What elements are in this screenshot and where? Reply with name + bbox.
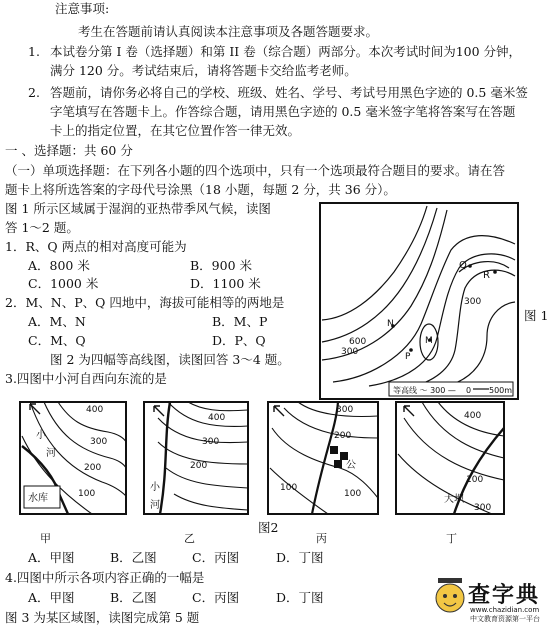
figure-1-label-600: 600 (349, 337, 367, 347)
notice-item-1-line1: 本试卷分第 I 卷（选择题）和第 II 卷（综合题）两部分。本次考试时间为100 分钟， (50, 44, 522, 59)
figure-2-panel-bing-name: 丙 (316, 532, 327, 545)
notice-item-2-line3: 卡上的指定位置，在其它位置作答一律无效。 (50, 123, 301, 138)
svg-text:小: 小 (36, 430, 46, 441)
svg-text:300: 300 (336, 405, 354, 415)
figure-1-caption: 图 1 (524, 308, 549, 323)
q1-stem: 1．R、Q 两点的相对高度可能为 (5, 239, 187, 254)
q-intro-line1: 图 1 所示区域属于湿润的亚热带季风气候，读图 (5, 201, 271, 216)
figure-1-label-p: P (405, 352, 411, 362)
svg-text:100: 100 (466, 475, 484, 485)
q3-option-c: C．丙图 (192, 550, 240, 565)
svg-text:400: 400 (86, 405, 104, 415)
svg-text:小: 小 (150, 482, 160, 493)
svg-text:水库: 水库 (28, 493, 48, 504)
svg-text:河: 河 (46, 448, 56, 459)
notice-item-2-line1: 答题前，请你务必将自己的学校、班级、姓名、学号、考试号用黑色字迹的 0.5 毫米签 (50, 85, 528, 100)
section-sub-line1: （一）单项选择题：在下列各小题的四个选项中，只有一个选项最符合题目的要求。请在答 (5, 163, 506, 178)
q3-option-d: D．丁图 (276, 550, 324, 565)
svg-text:100: 100 (344, 489, 362, 499)
figure-1-frame (320, 203, 518, 399)
svg-text:300: 300 (202, 437, 220, 447)
notice-item-1-num: 1. (28, 44, 40, 59)
fig3-intro: 图 3 为某区域图，读图完成第 5 题 (5, 610, 200, 625)
svg-text:200: 200 (334, 431, 352, 441)
q1-option-d: D．1100 米 (190, 276, 261, 291)
figure-2-panel-ding-name: 丁 (446, 532, 457, 545)
notice-item-2-num: 2. (28, 85, 40, 100)
notice-item-1-line2: 满分 120 分。考试结束后，请将答题卡交给监考老师。 (50, 63, 357, 78)
q2-option-d: D．P、Q (212, 333, 266, 348)
figure-1-label-r: R (483, 270, 490, 281)
figure-2-panel-jia-name: 甲 (40, 532, 51, 545)
figure-1-point-q (468, 264, 472, 268)
svg-text:河: 河 (150, 500, 160, 511)
watermark-url: www.chazidian.com (470, 606, 540, 614)
svg-text:大坝: 大坝 (444, 494, 464, 505)
q2-option-b: B．M、P (212, 314, 268, 329)
mascot-icon (436, 584, 464, 612)
q3-stem: 3.四图中小河自西向东流的是 (5, 371, 167, 386)
svg-text:300: 300 (474, 503, 492, 513)
q2-option-a: A．M、N (28, 314, 86, 329)
figure-1-label-n: N (387, 319, 394, 329)
figure-1-label-300-b: 300 (341, 347, 359, 357)
fig2-intro: 图 2 为四幅等高线图，读图回答 3～4 题。 (50, 352, 290, 367)
q4-option-b: B．乙图 (110, 590, 157, 605)
figure-1-label-q: Q (459, 260, 467, 271)
figure-2-panel-bing (268, 402, 378, 514)
notice-item-2-line2: 字笔填写在答题卡上。作答综合题，请用黑色字迹的 0.5 毫米签字笔将答案写在答题 (50, 104, 516, 119)
svg-text:200: 200 (84, 463, 102, 473)
figure-1-legend-scale: 500m (489, 386, 513, 395)
q3-option-b: B．乙图 (110, 550, 157, 565)
svg-text:100: 100 (280, 483, 298, 493)
q2-option-c: C．M、Q (28, 333, 86, 348)
svg-text:200: 200 (190, 461, 208, 471)
svg-text:300: 300 (90, 437, 108, 447)
section-title: 一 、选择题：共 60 分 (5, 143, 133, 158)
figure-1-point-r (493, 270, 497, 274)
q1-option-c: C．1000 米 (28, 276, 99, 291)
section-sub-line2: 题卡上将所选答案的字母代号涂黑（18 小题，每题 2 分，共 36 分）。 (5, 182, 396, 197)
notice-title: 注意事项: (55, 1, 110, 16)
svg-text:400: 400 (208, 413, 226, 423)
q1-option-b: B．900 米 (190, 258, 253, 273)
figure-2-panel-yi (144, 402, 248, 514)
figure-2-panel-jia (20, 402, 126, 514)
watermark-slogan: 中文教育资源第一平台 (470, 615, 540, 623)
notice-intro: 考生在答题前请认真阅读本注意事项及各题答题要求。 (78, 24, 379, 39)
figure-1-contour-map (319, 202, 519, 400)
svg-text:公: 公 (346, 460, 356, 471)
figure-2-panel-ding (396, 402, 504, 514)
q4-option-d: D．丁图 (276, 590, 324, 605)
q-intro-line2: 答 1～2 题。 (5, 220, 79, 235)
figure-1-legend-text: 等高线 ～ 300 — (393, 386, 456, 395)
q4-stem: 4.四图中所示各项内容正确的一幅是 (5, 570, 205, 585)
q4-option-a: A．甲图 (28, 590, 75, 605)
figure-2-panel-yi-name: 乙 (184, 532, 195, 545)
svg-text:100: 100 (78, 489, 96, 499)
figure-2-caption: 图2 (258, 520, 279, 535)
q4-option-c: C．丙图 (192, 590, 240, 605)
figure-1-label-m: M (425, 336, 433, 346)
svg-text:400: 400 (464, 411, 482, 421)
figure-1-legend-zero: 0 (466, 386, 472, 395)
watermark-logo (432, 574, 552, 628)
q1-option-a: A．800 米 (28, 258, 90, 273)
figure-1-label-300-a: 300 (464, 297, 482, 307)
q3-option-a: A．甲图 (28, 550, 75, 565)
watermark-brand: 查字典 (468, 583, 541, 608)
q2-stem: 2．M、N、P、Q 四地中，海拔可能相等的两地是 (5, 295, 285, 310)
